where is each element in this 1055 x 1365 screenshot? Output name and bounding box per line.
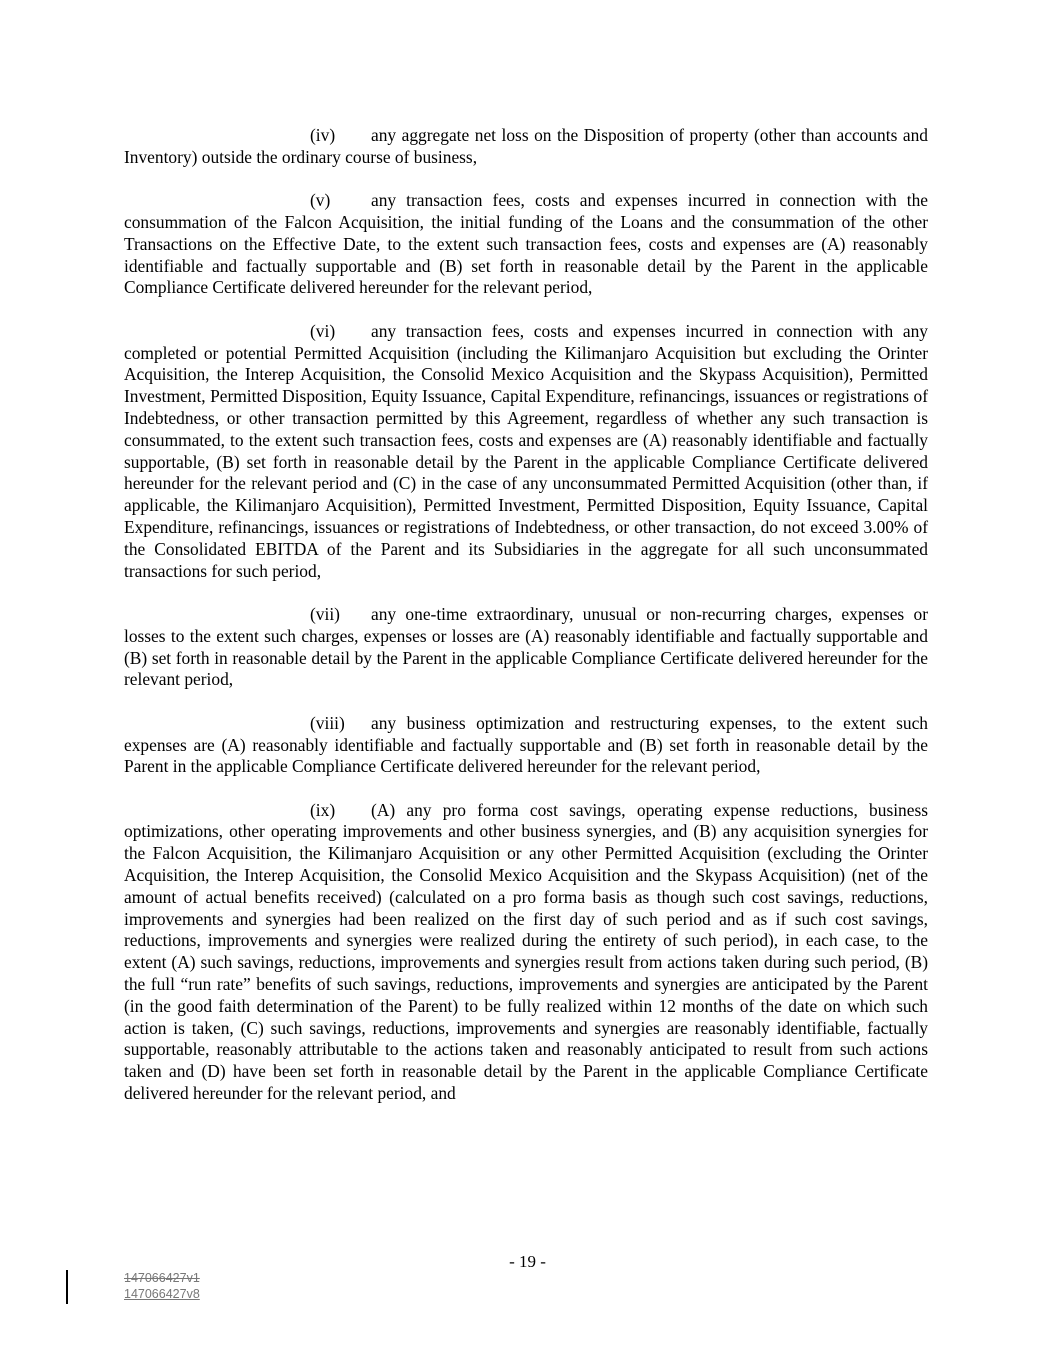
clause-vii <box>124 604 928 691</box>
inserted-document-id: 147066427v8 <box>124 1287 200 1301</box>
clause-text: any one-time extraordinary, unusual or non-recurring charges, expenses or losses to the extent such charges, expenses or losses are (A) reasonably identifiable and factually supportable and (B) set forth in reasonable detail by the Parent in the applicable Compliance Certificate delivered hereunder for the relevant period, <box>124 603 928 690</box>
document-body <box>124 125 928 1126</box>
clause-text: (A) any pro forma cost savings, operating expense reductions, business optimizations, other operating improvements and other business synergies, and (B) any acquisition synergies for the Falcon Acquisition, the Kilimanjaro Acquisition or any other Permitted Acquisition (excluding the Orinter Acquisition, the Interep Acquisition, the Consolid Mexico Acquisition and the Skypass Acquisition) (net of the amount of actual benefits received) (calculated on a pro forma basis as though such cost savings, reductions, improvements and synergies had been realized on the first day of such period and as if such cost savings, reductions, improvements and synergies were realized during the entirety of such period), in each case, to the extent (A) such savings, reductions, improvements and synergies result from actions taken during such period, (B) the full “run rate” benefits of such savings, reductions, improvements and synergies are anticipated by the Parent (in the good faith determination of the Parent) to be fully realized within 12 months of the date on which such action is taken, (C) such savings, reductions, improvements and synergies are reasonably identifiable, factually supportable, reasonably attributable to the actions taken and reasonably anticipated to result from such actions taken and (D) have been set forth in reasonable detail by the Parent in the applicable Compliance Certificate delivered hereunder for the relevant period, and <box>124 799 928 1104</box>
clause-number: (iv) <box>310 125 336 145</box>
clause-ix <box>124 800 928 1105</box>
page-number: - 19 - <box>509 1252 546 1271</box>
clause-text: any transaction fees, costs and expenses incurred in connection with any completed or potential Permitted Acquisition (including the Kilimanjaro Acquisition but excluding the Orinter Acquisition, the Interep Acquisition, the Consolid Mexico Acquisition and the Skypass Acquisition), Permitted Investment, Permitted Disposition, Equity Issuance, Capital Expenditure, refinancings, issuances or registrations of Indebtedness, or other transaction permitted by this Agreement, regardless of whether any such transaction is consummated, to the extent such transaction fees, costs and expenses are (A) reasonably identifiable and factually supportable, (B) set forth in reasonable detail by the Parent in the applicable Compliance Certificate delivered hereunder for the relevant period and (C) in the case of any unconsummated Permitted Acquisition (other than, if applicable, the Kilimanjaro Acquisition), Permitted Investment, Permitted Disposition, Equity Issuance, Capital Expenditure, refinancings, issuances or registrations of Indebtedness, or other transaction, do not exceed 3.00% of the Consolidated EBITDA of the Parent and its Subsidiaries in the aggregate for all such unconsummated transactions for such period, <box>124 320 928 581</box>
clause-iv <box>124 125 928 169</box>
revision-change-bar <box>66 1270 68 1304</box>
clause-viii <box>124 713 928 778</box>
clause-number: (ix) <box>310 799 336 820</box>
clause-text: any aggregate net loss on the Disposition of property (other than accounts and Inventory) outside the ordinary course of business, <box>124 125 928 167</box>
clause-vi <box>124 321 928 583</box>
clause-number: (viii) <box>310 712 345 733</box>
deleted-document-id: 147066427v1 <box>124 1271 200 1285</box>
clause-number: (vii) <box>310 603 340 624</box>
clause-number: (v) <box>310 190 331 211</box>
clause-v <box>124 190 928 299</box>
clause-text: any transaction fees, costs and expenses incurred in connection with the consummation of the Falcon Acquisition, the initial funding of the Loans and the consummation of the other Transactions on the Effective Date, to the extent such transaction fees, costs and expenses are (A) reasonably identifiable and factually supportable and (B) set forth in reasonable detail by the Parent in the applicable Compliance Certificate delivered hereunder for the relevant period, <box>124 190 928 298</box>
clause-number: (vi) <box>310 320 336 341</box>
document-id-block <box>124 1270 200 1302</box>
clause-text: any business optimization and restructuring expenses, to the extent such expenses are (A) reasonably identifiable and factually supportable and (B) set forth in reasonable detail by the Parent in the applicable Compliance Certificate delivered hereunder for the relevant period, <box>124 712 928 777</box>
